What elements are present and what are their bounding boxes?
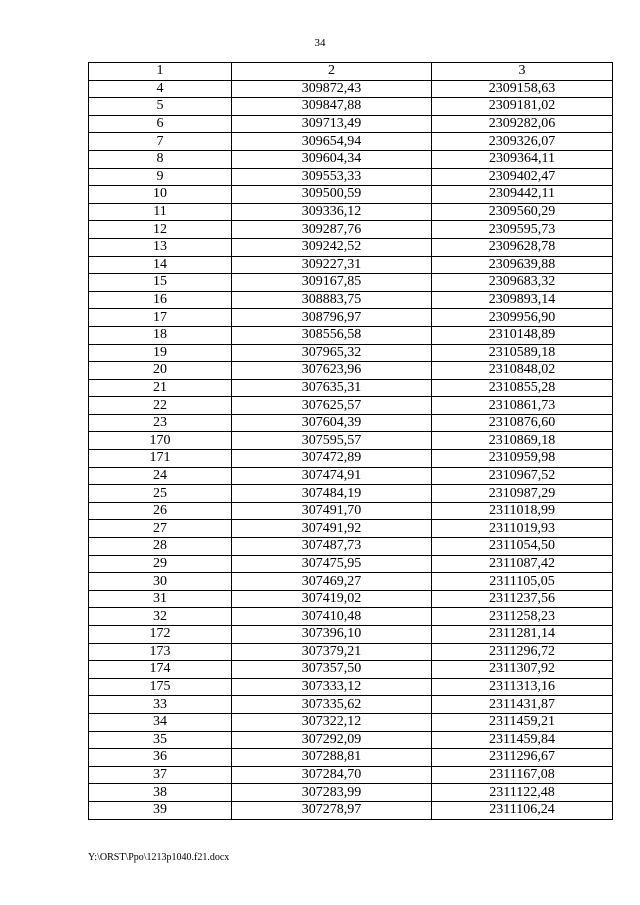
x-coordinate-cell: 309847,88	[232, 98, 432, 116]
x-coordinate-cell: 307491,70	[232, 502, 432, 520]
point-number-cell: 25	[89, 485, 232, 503]
point-number-cell: 20	[89, 362, 232, 380]
table-row	[89, 467, 613, 485]
table-row	[89, 291, 613, 309]
x-coordinate-cell: 309336,12	[232, 203, 432, 221]
y-coordinate-cell: 2311167,08	[432, 766, 613, 784]
point-number-cell: 34	[89, 713, 232, 731]
column-header-2: 2	[232, 63, 432, 81]
y-coordinate-cell: 2311313,16	[432, 678, 613, 696]
point-number-cell: 174	[89, 661, 232, 679]
y-coordinate-cell: 2310967,52	[432, 467, 613, 485]
x-coordinate-cell: 308796,97	[232, 309, 432, 327]
y-coordinate-cell: 2311459,84	[432, 731, 613, 749]
y-coordinate-cell: 2311087,42	[432, 555, 613, 573]
y-coordinate-cell: 2311281,14	[432, 626, 613, 644]
table-row	[89, 450, 613, 468]
x-coordinate-cell: 309227,31	[232, 256, 432, 274]
point-number-cell: 16	[89, 291, 232, 309]
point-number-cell: 28	[89, 538, 232, 556]
table-row	[89, 801, 613, 819]
y-coordinate-cell: 2309402,47	[432, 168, 613, 186]
point-number-cell: 32	[89, 608, 232, 626]
table-row	[89, 115, 613, 133]
y-coordinate-cell: 2310855,28	[432, 379, 613, 397]
x-coordinate-cell: 307322,12	[232, 713, 432, 731]
x-coordinate-cell: 309713,49	[232, 115, 432, 133]
x-coordinate-cell: 307419,02	[232, 590, 432, 608]
table-row	[89, 573, 613, 591]
x-coordinate-cell: 307625,57	[232, 397, 432, 415]
x-coordinate-cell: 307284,70	[232, 766, 432, 784]
table-row	[89, 626, 613, 644]
table-row	[89, 221, 613, 239]
point-number-cell: 13	[89, 238, 232, 256]
y-coordinate-cell: 2309326,07	[432, 133, 613, 151]
table-row	[89, 520, 613, 538]
point-number-cell: 18	[89, 326, 232, 344]
x-coordinate-cell: 307595,57	[232, 432, 432, 450]
x-coordinate-cell: 309287,76	[232, 221, 432, 239]
point-number-cell: 37	[89, 766, 232, 784]
point-number-cell: 6	[89, 115, 232, 133]
y-coordinate-cell: 2309639,88	[432, 256, 613, 274]
x-coordinate-cell: 307283,99	[232, 784, 432, 802]
table-row	[89, 731, 613, 749]
point-number-cell: 33	[89, 696, 232, 714]
point-number-cell: 175	[89, 678, 232, 696]
document-path-footer: Y:\ORST\Ppo\1213p1040.f21.docx	[88, 852, 230, 863]
page-number: 34	[314, 37, 326, 49]
x-coordinate-cell: 308556,58	[232, 326, 432, 344]
x-coordinate-cell: 309872,43	[232, 80, 432, 98]
point-number-cell: 23	[89, 414, 232, 432]
point-number-cell: 29	[89, 555, 232, 573]
x-coordinate-cell: 307472,89	[232, 450, 432, 468]
table-row	[89, 502, 613, 520]
x-coordinate-cell: 309242,52	[232, 238, 432, 256]
y-coordinate-cell: 2310876,60	[432, 414, 613, 432]
y-coordinate-cell: 2309282,06	[432, 115, 613, 133]
y-coordinate-cell: 2309181,02	[432, 98, 613, 116]
x-coordinate-cell: 307469,27	[232, 573, 432, 591]
y-coordinate-cell: 2311105,05	[432, 573, 613, 591]
table-row	[89, 414, 613, 432]
point-number-cell: 7	[89, 133, 232, 151]
y-coordinate-cell: 2309595,73	[432, 221, 613, 239]
y-coordinate-cell: 2310148,89	[432, 326, 613, 344]
x-coordinate-cell: 307491,92	[232, 520, 432, 538]
x-coordinate-cell: 307335,62	[232, 696, 432, 714]
x-coordinate-cell: 307357,50	[232, 661, 432, 679]
table-row	[89, 485, 613, 503]
point-number-cell: 8	[89, 150, 232, 168]
table-row	[89, 133, 613, 151]
point-number-cell: 15	[89, 274, 232, 292]
table-row	[89, 766, 613, 784]
table-row	[89, 749, 613, 767]
x-coordinate-cell: 309604,34	[232, 150, 432, 168]
point-number-cell: 172	[89, 626, 232, 644]
table-row	[89, 713, 613, 731]
x-coordinate-cell: 307623,96	[232, 362, 432, 380]
point-number-cell: 9	[89, 168, 232, 186]
y-coordinate-cell: 2311106,24	[432, 801, 613, 819]
table-row	[89, 326, 613, 344]
x-coordinate-cell: 307475,95	[232, 555, 432, 573]
table-row	[89, 608, 613, 626]
x-coordinate-cell: 309167,85	[232, 274, 432, 292]
y-coordinate-cell: 2309628,78	[432, 238, 613, 256]
y-coordinate-cell: 2311018,99	[432, 502, 613, 520]
point-number-cell: 36	[89, 749, 232, 767]
y-coordinate-cell: 2310869,18	[432, 432, 613, 450]
y-coordinate-cell: 2311237,56	[432, 590, 613, 608]
table-row	[89, 203, 613, 221]
table-row	[89, 555, 613, 573]
table-row	[89, 168, 613, 186]
table-row	[89, 590, 613, 608]
point-number-cell: 173	[89, 643, 232, 661]
x-coordinate-cell: 307484,19	[232, 485, 432, 503]
point-number-cell: 21	[89, 379, 232, 397]
x-coordinate-cell: 309654,94	[232, 133, 432, 151]
y-coordinate-cell: 2310959,98	[432, 450, 613, 468]
x-coordinate-cell: 307333,12	[232, 678, 432, 696]
x-coordinate-cell: 307379,21	[232, 643, 432, 661]
y-coordinate-cell: 2311307,92	[432, 661, 613, 679]
table-header-row	[89, 63, 613, 81]
point-number-cell: 4	[89, 80, 232, 98]
point-number-cell: 17	[89, 309, 232, 327]
y-coordinate-cell: 2310861,73	[432, 397, 613, 415]
table-row	[89, 256, 613, 274]
y-coordinate-cell: 2311054,50	[432, 538, 613, 556]
x-coordinate-cell: 308883,75	[232, 291, 432, 309]
table-row	[89, 538, 613, 556]
table-row	[89, 344, 613, 362]
table-row	[89, 309, 613, 327]
x-coordinate-cell: 309553,33	[232, 168, 432, 186]
column-header-3: 3	[432, 63, 613, 81]
table-row	[89, 274, 613, 292]
point-number-cell: 35	[89, 731, 232, 749]
table-row	[89, 784, 613, 802]
y-coordinate-cell: 2309442,11	[432, 186, 613, 204]
column-header-1: 1	[89, 63, 232, 81]
table-row	[89, 379, 613, 397]
y-coordinate-cell: 2311122,48	[432, 784, 613, 802]
y-coordinate-cell: 2311019,93	[432, 520, 613, 538]
y-coordinate-cell: 2311258,23	[432, 608, 613, 626]
table-row	[89, 80, 613, 98]
table-row	[89, 98, 613, 116]
x-coordinate-cell: 307396,10	[232, 626, 432, 644]
table-row	[89, 150, 613, 168]
point-number-cell: 14	[89, 256, 232, 274]
y-coordinate-cell: 2310987,29	[432, 485, 613, 503]
point-number-cell: 31	[89, 590, 232, 608]
x-coordinate-cell: 307474,91	[232, 467, 432, 485]
y-coordinate-cell: 2311296,72	[432, 643, 613, 661]
point-number-cell: 22	[89, 397, 232, 415]
y-coordinate-cell: 2311459,21	[432, 713, 613, 731]
y-coordinate-cell: 2311296,67	[432, 749, 613, 767]
point-number-cell: 171	[89, 450, 232, 468]
y-coordinate-cell: 2310589,18	[432, 344, 613, 362]
point-number-cell: 38	[89, 784, 232, 802]
y-coordinate-cell: 2310848,02	[432, 362, 613, 380]
y-coordinate-cell: 2309364,11	[432, 150, 613, 168]
point-number-cell: 170	[89, 432, 232, 450]
point-number-cell: 11	[89, 203, 232, 221]
point-number-cell: 5	[89, 98, 232, 116]
x-coordinate-cell: 307410,48	[232, 608, 432, 626]
y-coordinate-cell: 2311431,87	[432, 696, 613, 714]
table-row	[89, 186, 613, 204]
table-row	[89, 661, 613, 679]
table-row	[89, 397, 613, 415]
x-coordinate-cell: 307292,09	[232, 731, 432, 749]
point-number-cell: 39	[89, 801, 232, 819]
point-number-cell: 26	[89, 502, 232, 520]
x-coordinate-cell: 307635,31	[232, 379, 432, 397]
table-row	[89, 238, 613, 256]
table-row	[89, 643, 613, 661]
x-coordinate-cell: 307278,97	[232, 801, 432, 819]
point-number-cell: 27	[89, 520, 232, 538]
point-number-cell: 30	[89, 573, 232, 591]
y-coordinate-cell: 2309560,29	[432, 203, 613, 221]
y-coordinate-cell: 2309158,63	[432, 80, 613, 98]
y-coordinate-cell: 2309683,32	[432, 274, 613, 292]
y-coordinate-cell: 2309956,90	[432, 309, 613, 327]
point-number-cell: 19	[89, 344, 232, 362]
point-number-cell: 12	[89, 221, 232, 239]
x-coordinate-cell: 307288,81	[232, 749, 432, 767]
x-coordinate-cell: 307604,39	[232, 414, 432, 432]
x-coordinate-cell: 309500,59	[232, 186, 432, 204]
point-number-cell: 24	[89, 467, 232, 485]
y-coordinate-cell: 2309893,14	[432, 291, 613, 309]
coordinates-table	[88, 62, 613, 820]
x-coordinate-cell: 307487,73	[232, 538, 432, 556]
x-coordinate-cell: 307965,32	[232, 344, 432, 362]
point-number-cell: 10	[89, 186, 232, 204]
table-row	[89, 678, 613, 696]
table-row	[89, 362, 613, 380]
table-row	[89, 432, 613, 450]
table-row	[89, 696, 613, 714]
